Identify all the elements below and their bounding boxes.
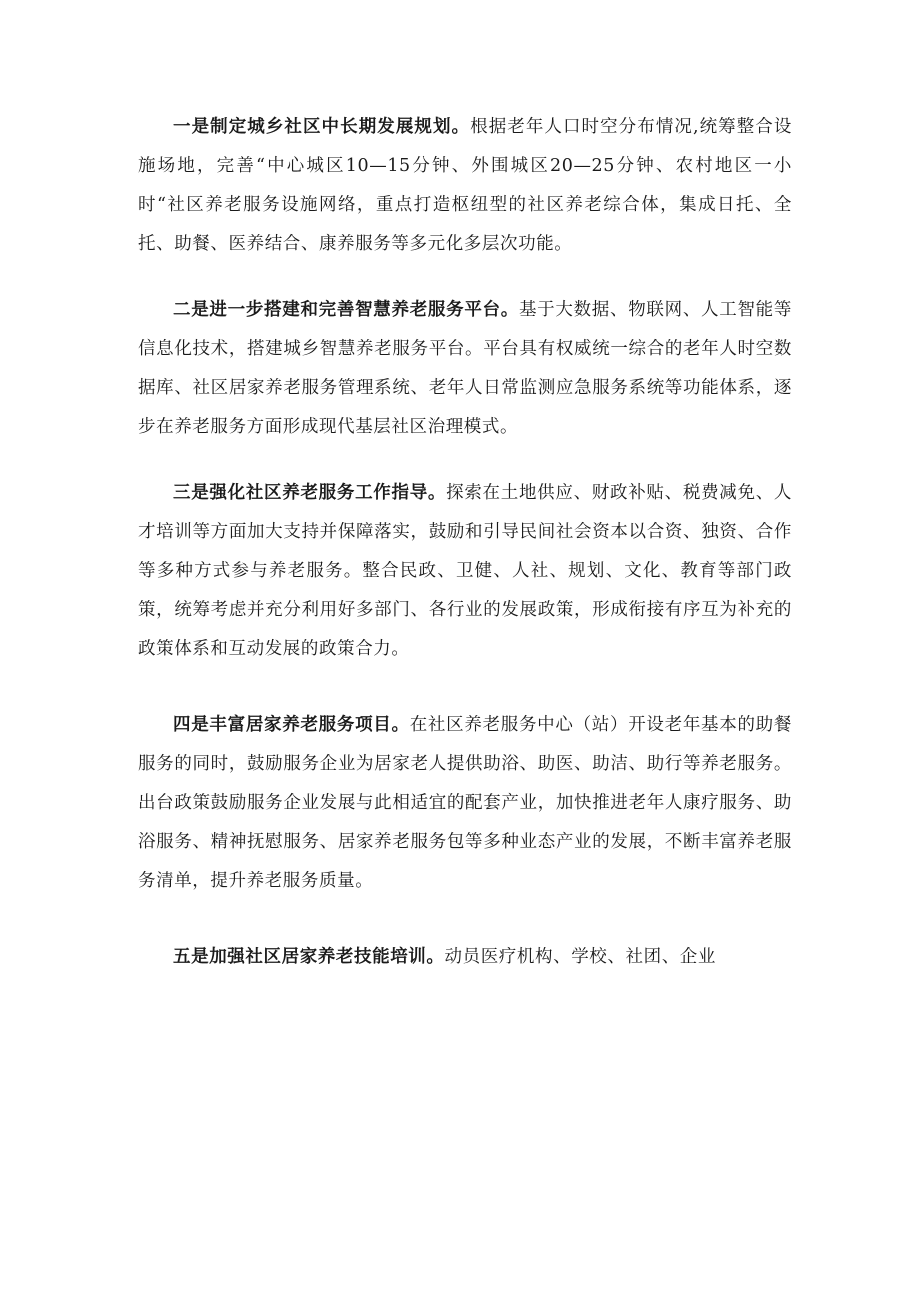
paragraph-3-heading: 三是强化社区养老服务工作指导。 [173, 483, 447, 503]
paragraph-3 [138, 474, 792, 669]
paragraph-2-body: 基于大数据、物联网、人工智能等信息化技术，搭建城乡智慧养老服务平台。平台具有权威统一综合的老年人时空数据库、社区居家养老服务管理系统、老年人日常监测应急服务系统等功能体系，逐步在养老服务方面形成现代基层社区治理模式。 [138, 300, 792, 437]
paragraph-2-heading: 二是进一步搭建和完善智慧养老服务平台。 [173, 300, 519, 320]
paragraph-4 [138, 706, 792, 901]
paragraph-3-body: 探索在土地供应、财政补贴、税费减免、人才培训等方面加大支持并保障落实，鼓励和引导民间社会资本以合资、独资、合作等多种方式参与养老服务。整合民政、卫健、人社、规划、文化、教育等部门政策，统筹考虑并充分利用好多部门、各行业的发展政策，形成衔接有序互为补充的政策体系和互动发展的政策合力。 [138, 483, 792, 659]
paragraph-4-body: 在社区养老服务中心（站）开设老年基本的助餐服务的同时，鼓励服务企业为居家老人提供助浴、助医、助洁、助行等养老服务。出台政策鼓励服务企业发展与此相适宜的配套产业，加快推进老年人康疗服务、助浴服务、精神抚慰服务、居家养老服务包等多种业态产业的发展，不断丰富养老服务清单，提升养老服务质量。 [138, 715, 792, 891]
paragraph-5-body: 动员医疗机构、学校、社团、企业 [444, 947, 716, 967]
paragraph-5 [138, 938, 792, 977]
paragraph-2 [138, 291, 792, 447]
document-page [138, 108, 792, 977]
paragraph-1-body: 根据老年人口时空分布情况,统筹整合设施场地，完善“中心城区10—15分钟、外围城区20—25分钟、农村地区一小时“社区养老服务设施网络，重点打造枢纽型的社区养老综合体，集成日托、全托、助餐、医养结合、康养服务等多元化多层次功能。 [138, 117, 792, 254]
paragraph-5-heading: 五是加强社区居家养老技能培训。 [173, 947, 445, 967]
paragraph-1-heading: 一是制定城乡社区中长期发展规划。 [173, 117, 471, 137]
paragraph-1 [138, 108, 792, 264]
paragraph-4-heading: 四是丰富居家养老服务项目。 [173, 715, 410, 735]
